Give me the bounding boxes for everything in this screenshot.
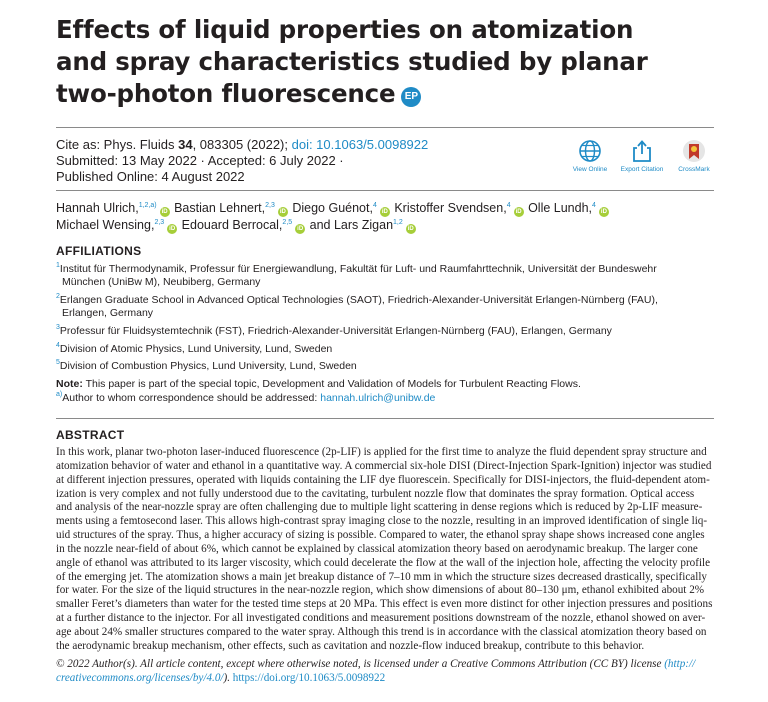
title-line-3-text: two-photon fluorescence	[56, 79, 396, 108]
author-name[interactable]: Michael Wensing,	[56, 218, 155, 232]
affiliations-list	[56, 263, 716, 378]
author-name[interactable]: Hannah Ulrich,	[56, 201, 139, 215]
affiliation-item: $^2$Erlangen Graduate School in Advanced Optical Technologies (SAOT), Friedrich-Alexander-Universität Erlangen-Nürnberg (FAU), Erlangen, Germany	[56, 292, 658, 320]
abstract-line: at a further distance to the injector. For all investigated conditions and measurement positions downstream of the nozzle, ethanol showed on aver-	[56, 612, 706, 625]
email-link[interactable]: hannah.ulrich@unibw.de	[320, 391, 436, 404]
title-line-2: and spray characteristics studied by planar	[56, 47, 648, 76]
author-name[interactable]: Olle Lundh,	[528, 201, 593, 215]
author-name[interactable]: Bastian Lehnert,	[174, 201, 266, 215]
crossmark-label: CrossMark	[678, 166, 710, 173]
submitted-line: Submitted: 13 May 2022 · Accepted: 6 July 2022 ·	[56, 153, 344, 168]
author-affil-sup: 2,3	[154, 219, 165, 226]
affiliation-item: $^4$Division of Atomic Physics, Lund University, Lund, Sweden	[56, 341, 333, 355]
abstract-line: ments using a femtosecond laser. This allows high-contrast spray imaging close to the nozzle, resulting in an improved identification of single liq-	[56, 515, 708, 528]
abstract-line: In this work, planar two-photon laser-induced fluorescence (2p-LIF) is applied for the first time to analyze the fluid dependent spray structure and	[56, 446, 707, 458]
author-row-1	[56, 200, 716, 217]
abstract-body	[56, 446, 716, 654]
abstract-heading: ABSTRACT	[56, 428, 125, 442]
author-affil-sup: 2,3	[265, 202, 275, 209]
affiliation-item: $^3$Professur für Fluidsystemtechnik (FST), Friedrich-Alexander-Universität Erlangen-Nürnberg (FAU), Erlangen, Germany	[56, 323, 612, 337]
cite-as-line: Cite as: Phys. Fluids 34, 083305 (2022); doi: 10.1063/5.0098922	[56, 137, 429, 152]
title-line-1: Effects of liquid properties on atomization	[56, 15, 634, 44]
doi-url-link[interactable]: https://doi.org/10.1063/5.0098922	[232, 672, 386, 684]
orcid-icon[interactable]: iD	[600, 209, 607, 215]
abstract-line: atomization behavior of water and ethanol in a quantitative way. A commercial six-hole DISI (Direct-Injection Spark-Ignition) injector was studied	[56, 459, 712, 472]
orcid-icon[interactable]: iD	[297, 226, 304, 232]
top-divider	[56, 127, 714, 128]
license-line-1: © 2022 Author(s). All article content, except where otherwise noted, is licensed under a Creative Commons Attribution (CC BY) license (http://	[56, 658, 696, 670]
export-icon	[630, 139, 654, 163]
doi-link[interactable]: doi: 10.1063/5.0098922	[291, 137, 429, 152]
abstract-line: age about 24% smaller structures compared to the water spray. Although this trend is in accordance with the classical atomization theory based on	[56, 625, 707, 638]
orcid-icon[interactable]: iD	[515, 209, 522, 215]
title-line-3	[56, 78, 696, 110]
author-affil-sup: 2,5	[282, 219, 293, 226]
note-block	[56, 378, 716, 405]
correspondence-line: $^{a)}$Author to whom correspondence should be addressed: hannah.ulrich@unibw.de	[56, 390, 436, 404]
view-online-button[interactable]	[565, 139, 615, 173]
view-online-label: View Online	[572, 166, 608, 173]
article-title	[56, 14, 696, 110]
author-affil-sup: 4	[372, 202, 377, 209]
author-affil-sup: 1,2	[393, 219, 403, 226]
author-name[interactable]: Edouard Berrocal,	[181, 218, 283, 232]
author-affil-sup: 4	[506, 202, 511, 209]
crossmark-icon	[682, 139, 706, 163]
affiliations-heading: AFFILIATIONS	[56, 244, 142, 258]
author-affil-sup: 4	[592, 202, 596, 209]
editors-pick-badge[interactable]: EP	[401, 87, 421, 107]
abstract-line: in the nozzle near-field of about 6%, which cannot be explained by classical atomization theory based on aerodynamic breakup. The larger cone	[56, 542, 698, 555]
author-name[interactable]: Diego Guénot,	[292, 201, 373, 215]
license-block	[56, 657, 716, 685]
cc-license-link-cont[interactable]: creativecommons.org/licenses/by/4.0/	[56, 672, 224, 684]
affiliation-item: $^1$Institut für Thermodynamik, Professur für Energiewandlung, Fakultät für Luft- und Raumfahrttechnik, Universität der Bundeswehr München (UniBw M), Neubiberg, Germany	[56, 262, 657, 289]
abstract-line: the aerodynamic breakup mechanism, other effects, such as cavitation and nozzle-flow induced breakup, contribute to this behavior.	[56, 639, 645, 652]
abstract-line: of the emerging jet. The atomization shows a main jet breakup distance of 7–10 mm in which the structure sizes decreased drastically, specifically	[56, 570, 708, 583]
orcid-icon[interactable]: iD	[279, 209, 286, 215]
crossmark-button[interactable]	[669, 139, 719, 173]
license-line-2: creativecommons.org/licenses/by/4.0/). https://doi.org/10.1063/5.0098922	[56, 672, 386, 684]
export-citation-label: Export Citation	[620, 166, 664, 173]
orcid-icon[interactable]: iD	[381, 209, 388, 215]
author-name[interactable]: Kristoffer Svendsen,	[394, 201, 507, 215]
affiliation-item: $^5$Division of Combustion Physics, Lund University, Lund, Sweden	[56, 359, 357, 373]
citation-block	[56, 137, 428, 185]
author-affil-sup: 1,2,a)	[138, 202, 157, 209]
cc-license-link[interactable]: (http://	[664, 658, 696, 670]
abstract-line: for water. For the size of the liquid structures in the near-nozzle region, which show dimensions of about 80–130 μm, ethanol exhibited about 2%	[56, 584, 705, 597]
published-line: Published Online: 4 August 2022	[56, 169, 245, 184]
author-list	[56, 200, 716, 234]
abstract-line: smaller Feret’s diameters than water for the tested time steps at 20 MPa. This effect is even more distinct for other injection pressures and positions	[56, 598, 713, 611]
export-citation-button[interactable]	[617, 139, 667, 173]
author-row-2	[56, 217, 716, 234]
abstract-line: at different injection pressures, operated with liquids containing the LIF dye fluorescein. Specifically for DISI-injectors, the fluid-dependent atom-	[56, 473, 710, 486]
orcid-icon[interactable]: iD	[161, 209, 168, 215]
mid-divider	[56, 190, 714, 191]
abstract-line: uid structures of the spray. Thus, a higher accuracy of sizing is possible. Compared to water, the ethanol spray shape shows increased cone angles	[56, 529, 705, 542]
author-name[interactable]: and Lars Zigan	[309, 218, 394, 232]
orcid-icon[interactable]: iD	[407, 226, 414, 232]
orcid-icon[interactable]: iD	[169, 226, 176, 232]
abstract-line: angle of ethanol was attributed to its larger viscosity, which could decelerate the flow at the wall of the injection hole, affecting the velocity profile	[56, 556, 711, 569]
abstract-line: ization is very complex and not fully understood due to the cavitating, turbulent nozzle flow that dominates the spray formation. Optical access	[56, 487, 695, 500]
globe-icon	[578, 139, 602, 163]
article-tools	[565, 139, 715, 179]
abstract-line: and analysis of the near-nozzle spray are often challenging due to multiple light scattering in dense regions which is reduced by 2p-LIF measure-	[56, 501, 703, 514]
abstract-divider	[56, 418, 714, 419]
special-topic-note: Note: This paper is part of the special topic, Development and Validation of Models for Turbulent Reacting Flows.	[56, 378, 581, 390]
